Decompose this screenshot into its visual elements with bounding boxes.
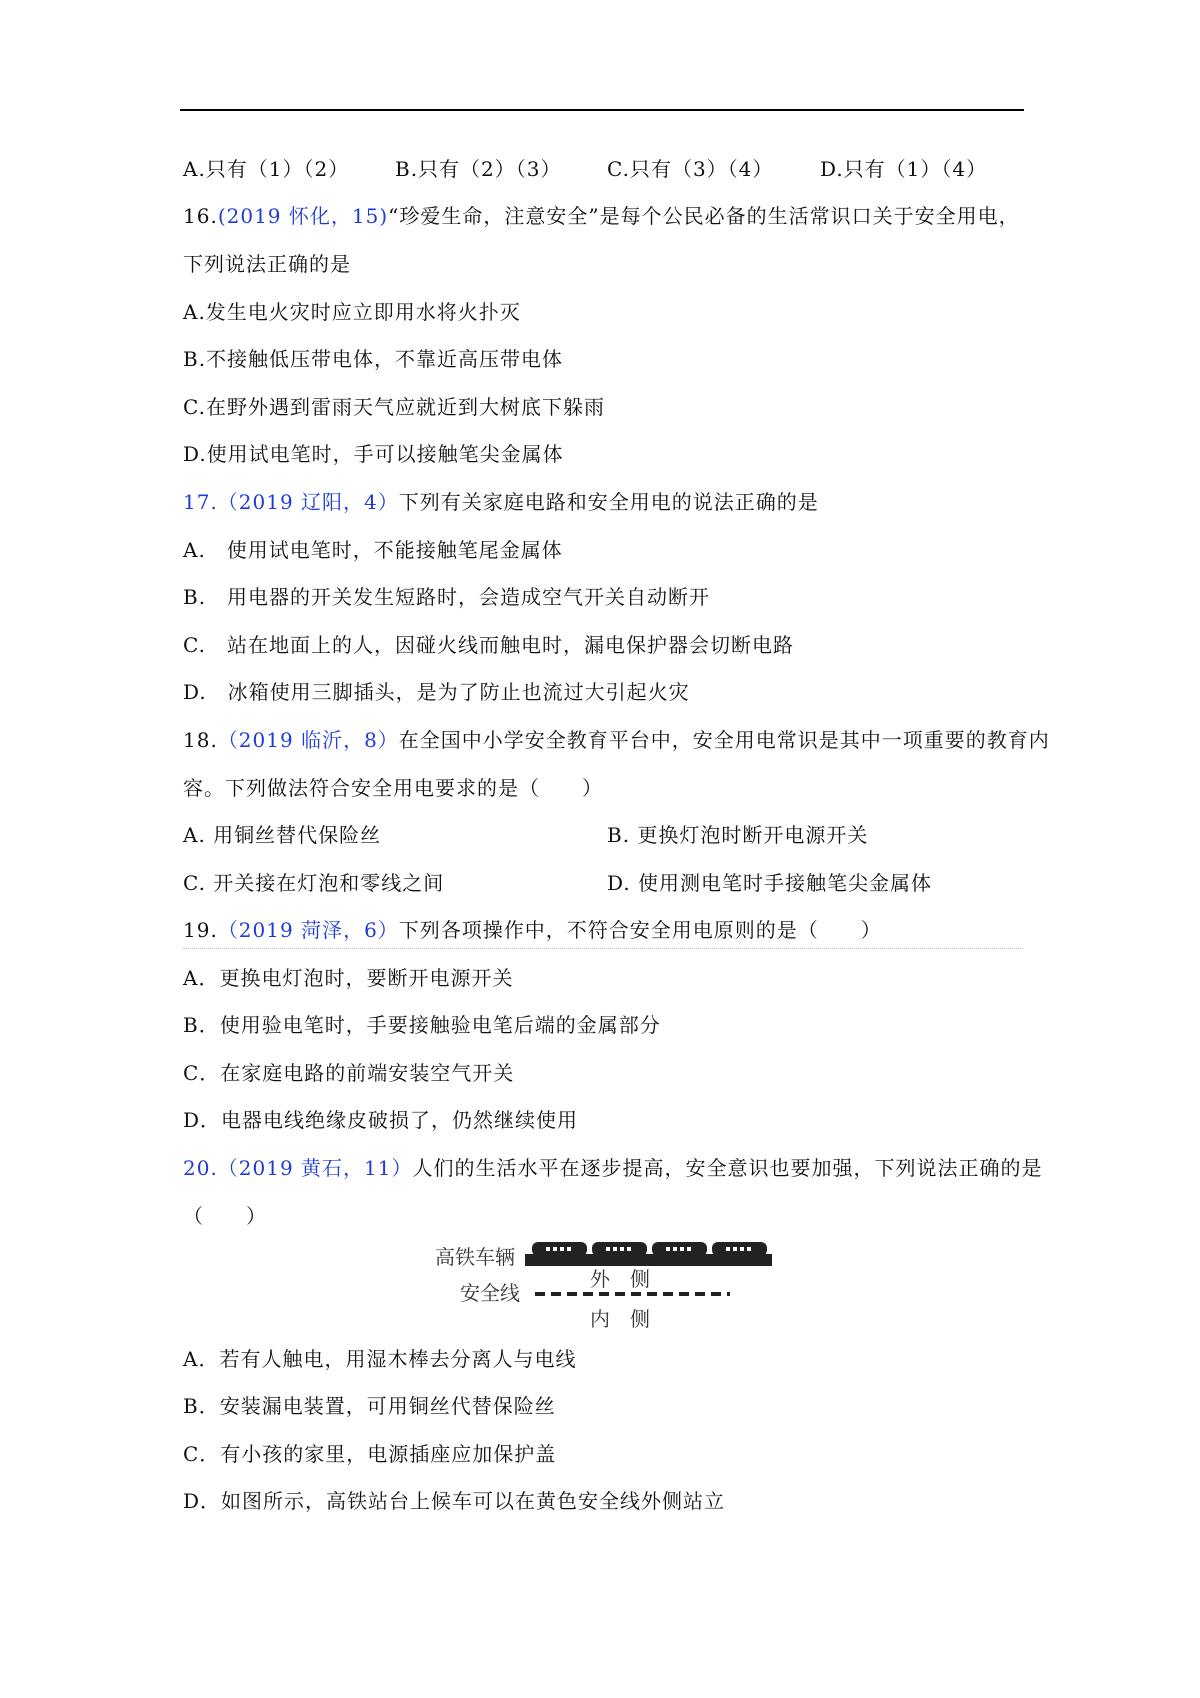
q17-option-b: B. 用电器的开关发生短路时，会造成空气开关自动断开 bbox=[183, 585, 711, 609]
q18-number: 18. bbox=[183, 728, 218, 752]
q16-option-d: D.使用试电笔时，手可以接触笔尖金属体 bbox=[183, 442, 564, 466]
q18-option-c: C. 开关接在灯泡和零线之间 bbox=[183, 871, 445, 895]
q18-option-a: A. 用铜丝替代保险丝 bbox=[183, 823, 382, 847]
q15-option-a: A.只有（1）（2） bbox=[183, 157, 350, 181]
q16-stem-text: “珍爱生命，注意安全”是每个公民必备的生活常识口关于安全用电， bbox=[388, 204, 1020, 228]
q19-option-d: D．电器电线绝缘皮破损了，仍然继续使用 bbox=[183, 1108, 579, 1132]
outer-side-label: 外 侧 bbox=[590, 1267, 650, 1291]
q16-stem-cont: 下列说法正确的是 bbox=[183, 252, 351, 276]
q16-source: (2019 怀化，15) bbox=[217, 204, 389, 228]
q15-option-b: B.只有（2）（3） bbox=[395, 157, 562, 181]
q17-stem bbox=[183, 487, 819, 517]
q16-number: 16. bbox=[183, 204, 218, 228]
q18-stem-text: 在全国中小学安全教育平台中，安全用电常识是其中一项重要的教育内 bbox=[398, 728, 1050, 752]
q16-option-b: B.不接触低压带电体，不靠近高压带电体 bbox=[183, 347, 564, 371]
q17-source: 17.（2019 辽阳，4） bbox=[183, 490, 399, 514]
q20-option-c: C．有小孩的家里，电源插座应加保护盖 bbox=[183, 1442, 557, 1466]
q20-stem-text: 人们的生活水平在逐步提高，安全意识也要加强，下列说法正确的是 bbox=[412, 1156, 1043, 1180]
q19-number: 19. bbox=[183, 918, 218, 942]
q19-option-c: C．在家庭电路的前端安装空气开关 bbox=[183, 1061, 515, 1085]
train-label: 高铁车辆 bbox=[435, 1245, 515, 1269]
safety-line-label: 安全线 bbox=[460, 1281, 520, 1305]
q19-option-b: B．使用验电笔时，手要接触验电笔后端的金属部分 bbox=[183, 1013, 661, 1037]
q20-source: 20.（2019 黄石，11） bbox=[183, 1156, 413, 1180]
q16-option-a: A.发生电火灾时应立即用水将火扑灭 bbox=[183, 300, 521, 324]
inner-side-label: 内 侧 bbox=[590, 1307, 650, 1331]
platform-diagram bbox=[430, 1234, 780, 1334]
q20-option-a: A．若有人触电，用湿木棒去分离人与电线 bbox=[183, 1347, 577, 1371]
header-rule bbox=[180, 109, 1024, 111]
q18-source: （2019 临沂，8） bbox=[217, 728, 399, 752]
q20-stem bbox=[183, 1153, 1043, 1183]
q17-option-d: D. 冰箱使用三脚插头，是为了防止也流过大引起火灾 bbox=[183, 680, 690, 704]
q20-stem-cont: （ ） bbox=[183, 1204, 267, 1228]
dotted-divider bbox=[183, 948, 1023, 949]
q19-stem bbox=[183, 915, 882, 945]
q19-option-a: A．更换电灯泡时，要断开电源开关 bbox=[183, 966, 514, 990]
q17-option-a: A. 使用试电笔时，不能接触笔尾金属体 bbox=[183, 538, 563, 562]
train-icon bbox=[525, 1242, 772, 1266]
q19-source: （2019 菏泽，6） bbox=[217, 918, 399, 942]
q20-option-d: D．如图所示，高铁站台上候车可以在黄色安全线外侧站立 bbox=[183, 1489, 726, 1513]
q18-option-b: B. 更换灯泡时断开电源开关 bbox=[607, 823, 869, 847]
q15-option-c: C.只有（3）（4） bbox=[607, 157, 774, 181]
q18-stem-cont: 容。下列做法符合安全用电要求的是（ ） bbox=[183, 776, 603, 800]
q18-stem bbox=[183, 725, 1050, 755]
q18-option-d: D. 使用测电笔时手接触笔尖金属体 bbox=[607, 871, 933, 895]
q19-stem-text: 下列各项操作中，不符合安全用电原则的是（ ） bbox=[398, 918, 882, 942]
q17-stem-text: 下列有关家庭电路和安全用电的说法正确的是 bbox=[398, 490, 819, 514]
q15-option-d: D.只有（1）（4） bbox=[820, 157, 988, 181]
q20-option-b: B．安装漏电装置，可用铜丝代替保险丝 bbox=[183, 1394, 556, 1418]
q17-option-c: C. 站在地面上的人，因碰火线而触电时，漏电保护器会切断电路 bbox=[183, 633, 794, 657]
q16-option-c: C.在野外遇到雷雨天气应就近到大树底下躲雨 bbox=[183, 395, 605, 419]
q16-stem bbox=[183, 201, 1020, 231]
